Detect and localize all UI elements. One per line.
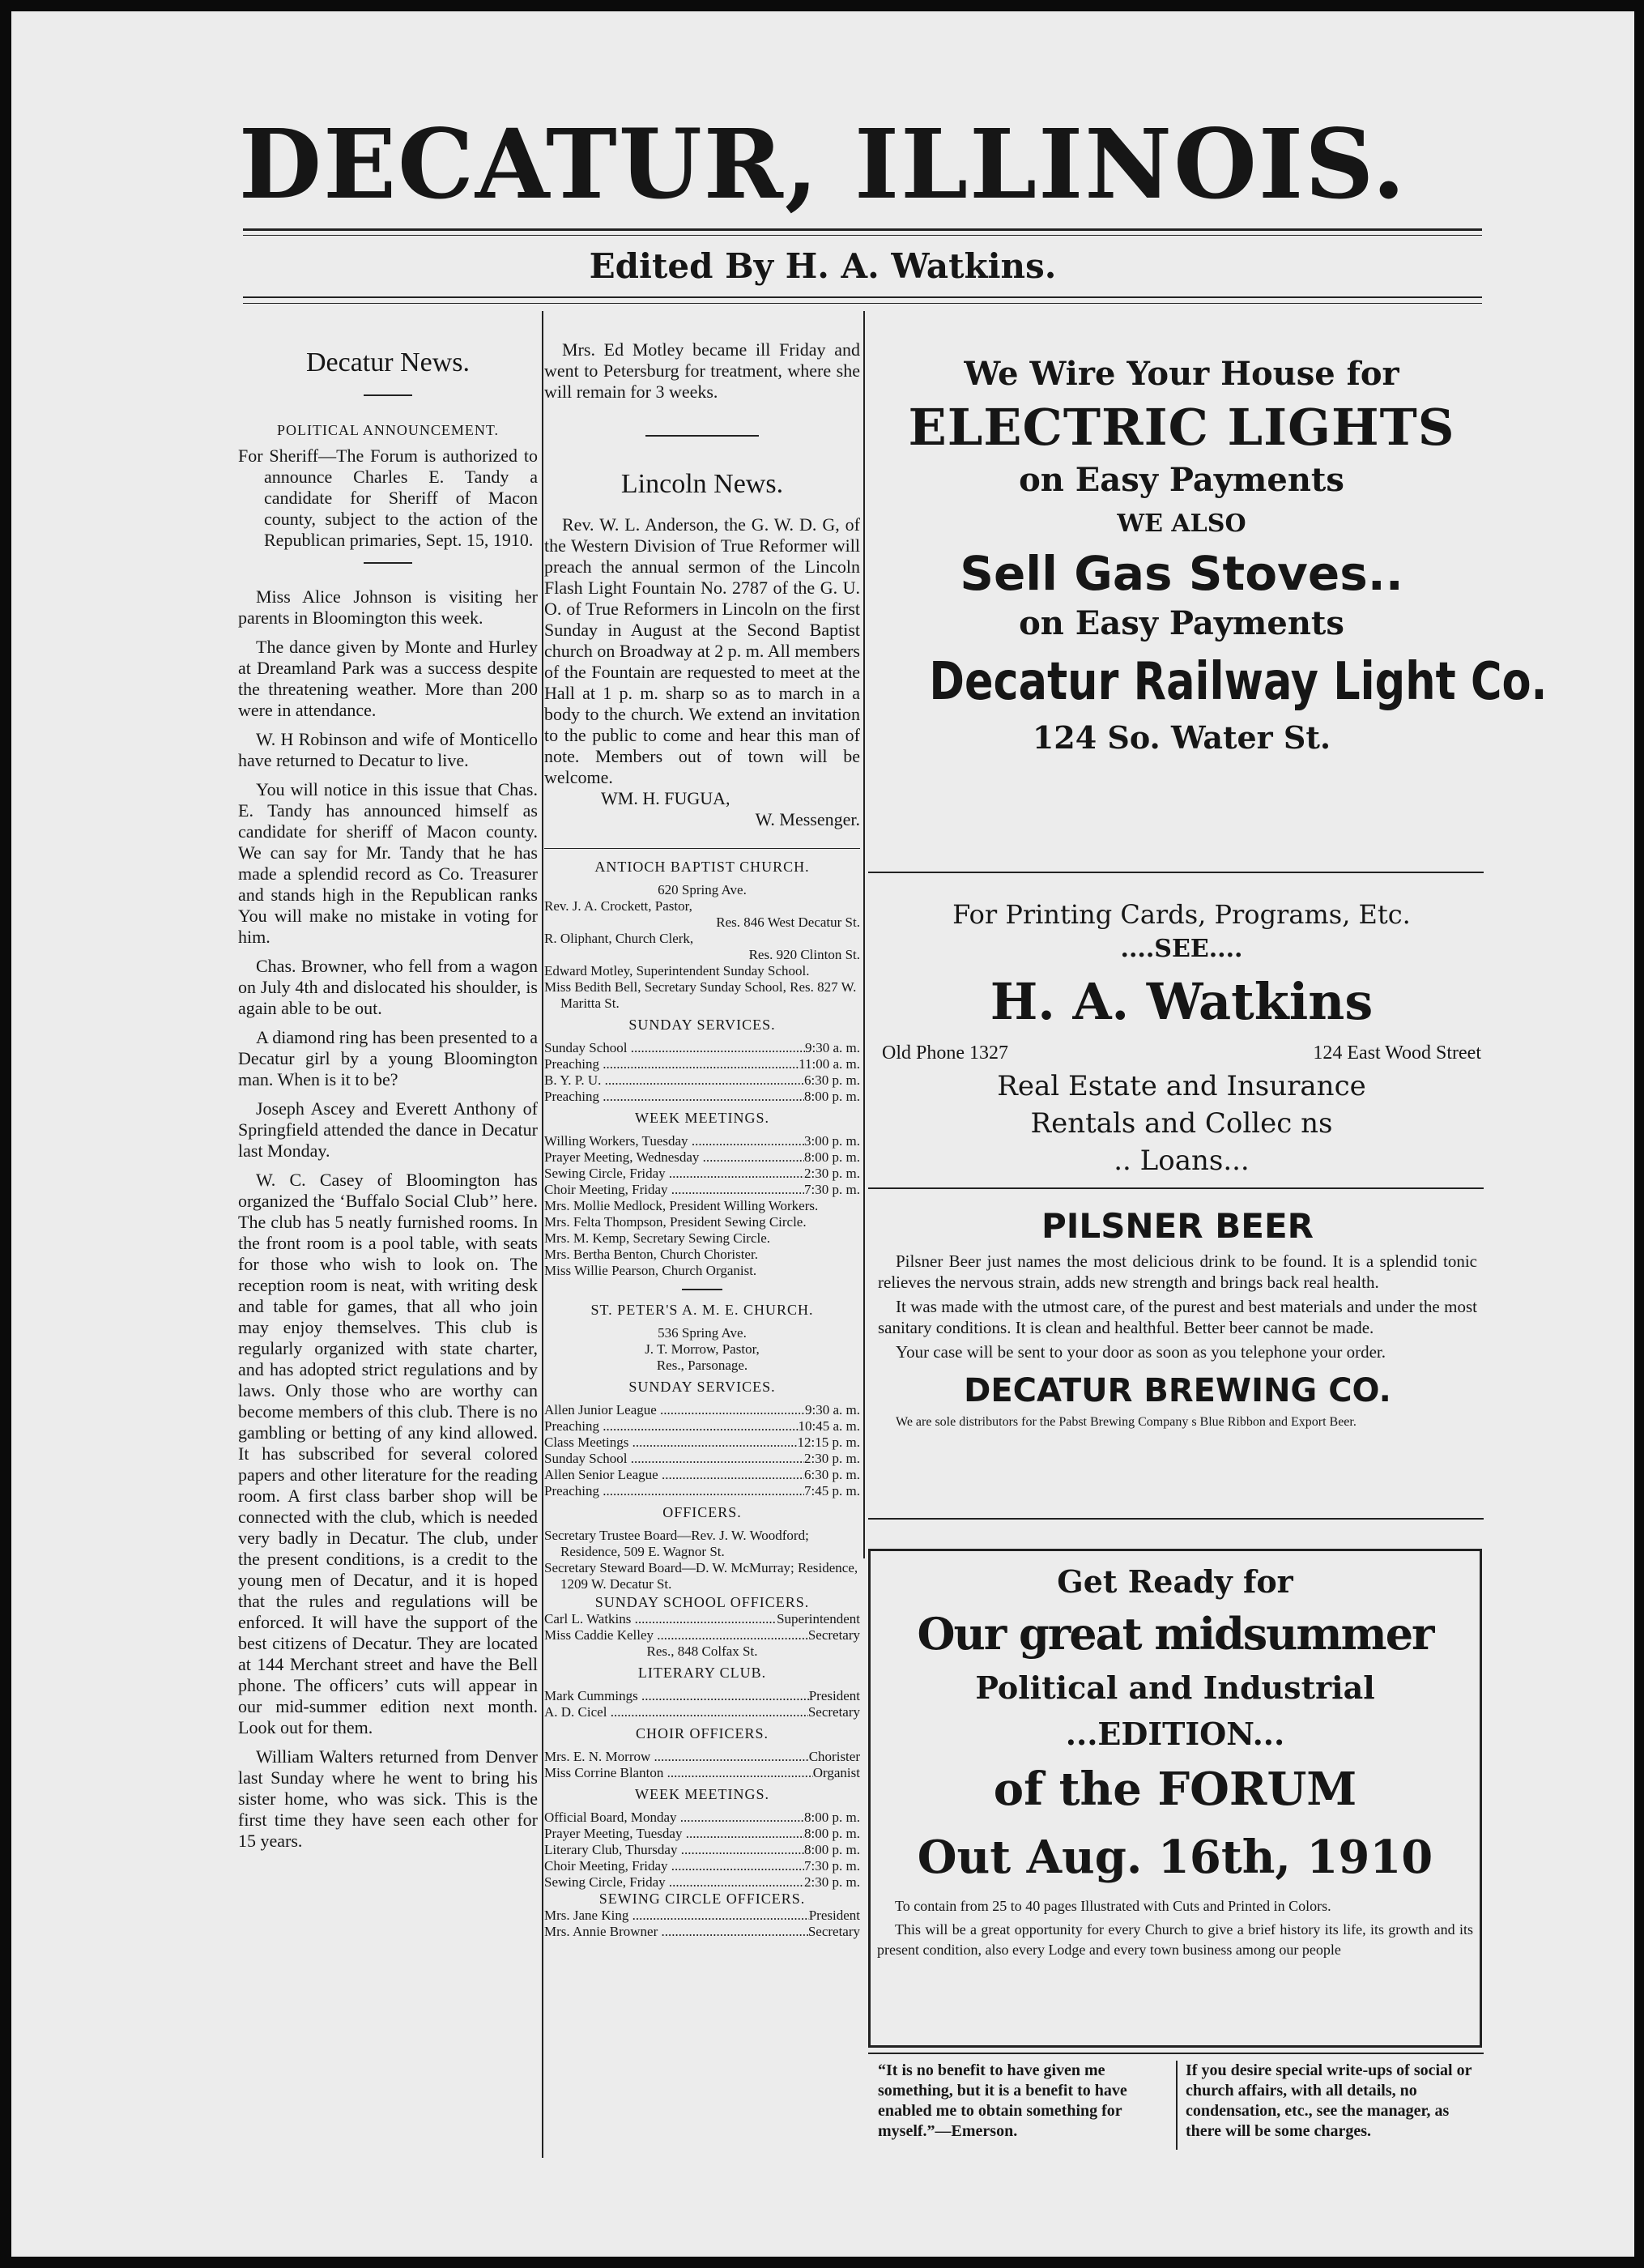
- ad-address: 124 So. Water St.: [1032, 719, 1331, 756]
- divider: [544, 848, 860, 849]
- meeting-name: Prayer Meeting, Tuesday .....: [544, 1826, 804, 1842]
- ad-line: .. Loans...: [1114, 1145, 1250, 1177]
- ad-line: on Easy Payments: [1019, 604, 1344, 642]
- ad-phone: Old Phone 1327: [882, 1042, 1008, 1064]
- service-time: 10:45 a. m.: [798, 1418, 860, 1434]
- decatur-news-heading: Decatur News.: [305, 347, 471, 377]
- editor-line: Edited By H. A. Watkins.: [589, 246, 1057, 286]
- meeting-row: [544, 1149, 860, 1166]
- st-peters-heading: ST. PETER'S A. M. E. CHURCH.: [590, 1302, 814, 1318]
- antioch-pastor: Rev. J. A. Crockett, Pastor,: [544, 898, 692, 914]
- ad-company: Decatur Railway Light Co.: [929, 652, 1548, 712]
- meeting-name: Literary Club, Thursday .....: [544, 1842, 804, 1858]
- service-name: Preaching .....: [544, 1483, 804, 1499]
- ad-divider: [868, 872, 1484, 873]
- ad-headline: Sell Gas Stoves..: [960, 546, 1403, 601]
- meeting-time: 8:00 p. m.: [804, 1810, 860, 1825]
- service-time: 9:30 a. m.: [805, 1040, 860, 1055]
- political-announcement: For Sheriff—The Forum is authorized to announce Charles E. Tandy a candidate for Sheriff of Macon county, subject to the action of the Republican primaries, Sept. 15, 1910.: [238, 446, 538, 550]
- news-item: W. C. Casey of Bloomington has organized the ‘Buffalo Social Club’’ here. The club has 5 neatly furnished rooms. In the front room is a pool table, with seats for those who wish to look on. The reception room is neat, with writing desk and table for games, that all who join may enjoy themselves. This club is regularly organized with state charter, and has adopted strict regulations and by laws. Only those who are worthy can become members of this club. There is no gambling or betting of any kind allowed. It has subscribed for several colored papers and other literature for the reading room. A first class barber shop will be connected with the club, which is needed very badly in Decatur. The club, under the present conditions, is a credit to the young men of Decatur, and it is hoped that the rules and regulations will be enforced. It will have the support of the best citizens of Decatur. They are located at 144 Merchant street and have the Bell phone. The officers’ cuts will appear in our mid-summer edition next month. Look out for them.: [238, 1170, 538, 1737]
- officer-role: Secretary: [807, 1627, 860, 1643]
- officer-role: Superintendent: [777, 1611, 860, 1626]
- ad-footer: We are sole distributors for the Pabst Brewing Company s Blue Ribbon and Export Beer.: [896, 1415, 1357, 1429]
- ad-line: WE ALSO: [1117, 509, 1246, 538]
- meeting-time: 2:30 p. m.: [804, 1874, 860, 1890]
- officer-row: [544, 1688, 860, 1704]
- antioch-officer: Mrs. Bertha Benton, Church Chorister.: [544, 1247, 758, 1262]
- masthead-rule-top: [243, 228, 1482, 231]
- ad-date: Out Aug. 16th, 1910: [917, 1831, 1433, 1884]
- officer-role: Chorister: [808, 1749, 860, 1764]
- pilsner-beer-ad: [878, 1202, 1477, 1430]
- ad-paragraph: This will be a great opportunity for every Church to give a brief history its life, its growth and its present condition, also every Lodge and every town business among our people: [877, 1921, 1473, 1958]
- ad-paragraph: Your case will be sent to your door as soon as you telephone your order.: [896, 1342, 1386, 1362]
- service-time: 6:30 p. m.: [804, 1072, 860, 1088]
- printing-ad: [874, 896, 1489, 1179]
- news-item: You will notice in this issue that Chas. E. Tandy has announced himself as candidate for sheriff of Macon county. We can say for Mr. Tandy that he has made a splendid record as Co. Treasurer and stands high in the Republican ranks You will make no mistake in voting for him.: [238, 779, 538, 947]
- service-time: 11:00 a. m.: [799, 1056, 860, 1072]
- officer-row: [544, 1704, 860, 1720]
- announcement-heading: POLITICAL ANNOUNCEMENT.: [277, 422, 499, 438]
- ad-company: DECATUR BREWING CO.: [964, 1372, 1391, 1409]
- forum-edition-ad: [868, 1549, 1482, 2048]
- meeting-row: [544, 1858, 860, 1874]
- st-peters-officers-heading: OFFICERS.: [662, 1504, 742, 1520]
- meeting-time: 8:00 p. m.: [804, 1826, 860, 1841]
- officer-role: Secretary: [807, 1924, 860, 1939]
- st-peters-ss-heading: SUNDAY SCHOOL OFFICERS.: [594, 1594, 810, 1610]
- ad-headline: ELECTRIC LIGHTS: [908, 398, 1455, 457]
- motley-item: Mrs. Ed Motley became ill Friday and went to Petersburg for treatment, where she will remain for 3 weeks.: [544, 339, 860, 402]
- ad-paragraph: Pilsner Beer just names the most delicious drink to be found. It is a splendid tonic relieves the nervous strain, adds new strength and brings back real health.: [878, 1251, 1477, 1292]
- antioch-officer: Miss Willie Pearson, Church Organist.: [544, 1263, 757, 1278]
- lincoln-news-text: Rev. W. L. Anderson, the G. W. D. G, of the Western Division of True Reformer will preach the annual sermon of the Lincoln Flash Light Fountain No. 2787 of the G. U. O. of True Reformers in Lincoln on the first Sunday in August at the Second Baptist church on Broadway at 2 p. m. All members of the Fountain are requested to meet at the Hall at 1 p. m. sharp so as to march in a body to the church. We extend an invitation to the public to come and hear this man of note. Members out of town will be welcome.: [544, 514, 860, 787]
- masthead-title: DECATUR, ILLINOIS.: [238, 108, 1408, 220]
- service-name: Sunday School .....: [544, 1451, 804, 1467]
- write-ups-note: If you desire special write-ups of social or church affairs, with all details, no condensation, etc., see the manager, as there will be some charges.: [1186, 2061, 1472, 2140]
- service-name: Allen Junior League .....: [544, 1402, 805, 1418]
- news-item: A diamond ring has been presented to a Decatur girl by a young Bloomington man. When is it to be?: [238, 1027, 538, 1089]
- ad-line: Real Estate and Insurance: [997, 1070, 1366, 1102]
- meeting-row: [544, 1842, 860, 1858]
- meeting-row: [544, 1133, 860, 1149]
- meeting-row: [544, 1810, 860, 1826]
- antioch-clerk: R. Oliphant, Church Clerk,: [544, 931, 694, 946]
- bottom-divider: [1176, 2061, 1178, 2150]
- meeting-name: Official Board, Monday .....: [544, 1810, 804, 1826]
- meeting-name: Sewing Circle, Friday .....: [544, 1874, 804, 1891]
- service-time: 2:30 p. m.: [804, 1451, 860, 1466]
- service-row: [544, 1418, 860, 1435]
- antioch-clerk-res: Res. 920 Clinton St.: [748, 947, 860, 962]
- service-row: [544, 1040, 860, 1056]
- service-row: [544, 1089, 860, 1105]
- officer-name: Mrs. Jane King .....: [544, 1908, 809, 1924]
- officer-role: Secretary: [807, 1704, 860, 1720]
- officer-row: [544, 1627, 860, 1643]
- divider: [682, 1289, 722, 1290]
- officer-name: Miss Corrine Blanton .....: [544, 1765, 813, 1781]
- meeting-name: Sewing Circle, Friday .....: [544, 1166, 804, 1182]
- officer-row: [544, 1908, 860, 1924]
- bottom-rule: [868, 2053, 1484, 2054]
- lincoln-news-heading: Lincoln News.: [620, 469, 784, 499]
- service-row: [544, 1056, 860, 1072]
- meeting-time: 7:30 p. m.: [804, 1858, 860, 1874]
- antioch-sunday-heading: SUNDAY SERVICES.: [628, 1017, 776, 1033]
- ad-divider: [868, 1518, 1484, 1520]
- st-peters-sunday-heading: SUNDAY SERVICES.: [628, 1379, 776, 1395]
- ad-address: 124 East Wood Street: [1313, 1042, 1481, 1064]
- masthead-rule-top-thin: [243, 235, 1482, 236]
- antioch-heading: ANTIOCH BAPTIST CHURCH.: [594, 859, 810, 875]
- divider: [364, 562, 412, 564]
- service-name: Preaching .....: [544, 1418, 799, 1435]
- meeting-row: [544, 1182, 860, 1198]
- divider: [645, 435, 759, 437]
- antioch-officer: Mrs. Mollie Medlock, President Willing Workers.: [544, 1198, 819, 1213]
- meeting-name: Willing Workers, Tuesday .....: [544, 1133, 804, 1149]
- service-time: 9:30 a. m.: [805, 1402, 860, 1418]
- service-row: [544, 1483, 860, 1499]
- st-peters-address: 536 Spring Ave.: [658, 1325, 747, 1341]
- meeting-time: 3:00 p. m.: [804, 1133, 860, 1149]
- literary-club-heading: LITERARY CLUB.: [637, 1665, 767, 1681]
- st-peters-week-heading: WEEK MEETINGS.: [635, 1786, 769, 1802]
- service-time: 6:30 p. m.: [804, 1467, 860, 1482]
- service-row: [544, 1435, 860, 1451]
- antioch-address: 620 Spring Ave.: [658, 882, 747, 897]
- ad-line: Get Ready for: [1057, 1563, 1293, 1600]
- officer-role: Organist: [812, 1765, 860, 1780]
- ad-headline: Our great midsummer: [917, 1608, 1433, 1660]
- choir-officers-heading: CHOIR OFFICERS.: [635, 1725, 769, 1742]
- officer-row: [544, 1924, 860, 1940]
- church-column: [544, 339, 860, 1940]
- service-name: Preaching .....: [544, 1056, 799, 1072]
- news-item: Miss Alice Johnson is visiting her parents in Bloomington this week.: [238, 586, 538, 628]
- electric-lights-ad: [874, 352, 1548, 758]
- sewing-circle-heading: SEWING CIRCLE OFFICERS.: [598, 1891, 806, 1907]
- officer-role: President: [808, 1908, 860, 1923]
- st-peters-officer: Secretary Trustee Board—Rev. J. W. Woodford; Residence, 509 E. Wagnor St.: [544, 1528, 809, 1559]
- officer-name: Carl L. Watkins .....: [544, 1611, 777, 1627]
- meeting-time: 8:00 p. m.: [804, 1842, 860, 1857]
- meeting-time: 7:30 p. m.: [804, 1182, 860, 1197]
- officer-row: [544, 1749, 860, 1765]
- service-row: [544, 1072, 860, 1089]
- service-time: 7:45 p. m.: [804, 1483, 860, 1498]
- meeting-row: [544, 1826, 860, 1842]
- antioch-secretary: Miss Bedith Bell, Secretary Sunday School, Res. 827 W. Maritta St.: [544, 979, 857, 1011]
- st-peters-pastor: J. T. Morrow, Pastor,: [645, 1341, 760, 1357]
- ad-paragraph: It was made with the utmost care, of the purest and best materials and under the most sanitary conditions. It is clean and healthful. Better beer cannot be made.: [878, 1297, 1477, 1337]
- meeting-row: [544, 1874, 860, 1891]
- service-name: B. Y. P. U. .....: [544, 1072, 804, 1089]
- ad-line: Rentals and Collec ns: [1030, 1107, 1333, 1140]
- officer-name: Miss Caddie Kelley .....: [544, 1627, 808, 1643]
- antioch-week-heading: WEEK MEETINGS.: [635, 1110, 769, 1126]
- antioch-officer: Mrs. Felta Thompson, President Sewing Circle.: [544, 1214, 807, 1230]
- column-divider-2: [863, 311, 865, 1558]
- ad-headline: PILSNER BEER: [1041, 1206, 1314, 1246]
- antioch-church-section: [544, 859, 860, 1279]
- service-name: Sunday School .....: [544, 1040, 805, 1056]
- ad-line: ...EDITION...: [1065, 1716, 1285, 1752]
- ad-line: ....SEE....: [1120, 935, 1243, 963]
- service-name: Class Meetings .....: [544, 1435, 798, 1451]
- ad-line: Political and Industrial: [975, 1669, 1375, 1706]
- lincoln-signature-title: W. Messenger.: [755, 809, 860, 829]
- decatur-news-column: [238, 339, 538, 1860]
- ad-paragraph: To contain from 25 to 40 pages Illustrated with Cuts and Printed in Colors.: [895, 1898, 1331, 1914]
- service-row: [544, 1402, 860, 1418]
- service-row: [544, 1467, 860, 1483]
- officer-name: Mrs. Annie Browner .....: [544, 1924, 808, 1940]
- meeting-name: Choir Meeting, Friday .....: [544, 1182, 804, 1198]
- emerson-quote: “It is no benefit to have given me something, but it is a benefit to have enabled me to obtain something for myself.”—Emerson.: [878, 2061, 1127, 2140]
- officer-role: President: [808, 1688, 860, 1703]
- meeting-time: 8:00 p. m.: [804, 1149, 860, 1165]
- news-item: Joseph Ascey and Everett Anthony of Springfield attended the dance in Decatur last Monday.: [238, 1098, 538, 1161]
- column-divider-1: [542, 311, 543, 2158]
- divider: [364, 394, 412, 396]
- news-item: William Walters returned from Denver last Sunday where he went to bring his sister home, who was sick. This is the first time they have seen each other for 15 years.: [238, 1746, 538, 1851]
- masthead-rule-bottom: [243, 296, 1482, 298]
- ad-name: H. A. Watkins: [990, 972, 1374, 1031]
- meeting-time: 2:30 p. m.: [804, 1166, 860, 1181]
- news-item: Chas. Browner, who fell from a wagon on July 4th and dislocated his shoulder, is again able to be out.: [238, 956, 538, 1018]
- service-name: Preaching .....: [544, 1089, 804, 1105]
- ad-line: For Printing Cards, Programs, Etc.: [952, 899, 1411, 930]
- officer-name: Mrs. E. N. Morrow .....: [544, 1749, 809, 1765]
- st-peters-officer: Secretary Steward Board—D. W. McMurray; Residence, 1209 W. Decatur St.: [544, 1560, 858, 1592]
- service-row: [544, 1451, 860, 1467]
- news-item: W. H Robinson and wife of Monticello have returned to Decatur to live.: [238, 729, 538, 770]
- lincoln-signature-name: WM. H. FUGUA,: [601, 788, 730, 808]
- st-peters-ss-res: Res., 848 Colfax St.: [646, 1643, 758, 1659]
- masthead-rule-bottom-thin: [243, 303, 1482, 304]
- officer-row: [544, 1765, 860, 1781]
- st-peters-pastor-res: Res., Parsonage.: [656, 1358, 748, 1373]
- antioch-pastor-res: Res. 846 West Decatur St.: [716, 914, 860, 930]
- officer-name: A. D. Cicel .....: [544, 1704, 808, 1720]
- ad-contact-row: [874, 1038, 1489, 1068]
- meeting-name: Choir Meeting, Friday .....: [544, 1858, 804, 1874]
- st-peters-church-section: [544, 1302, 860, 1940]
- meeting-name: Prayer Meeting, Wednesday .....: [544, 1149, 804, 1166]
- ad-headline: of the FORUM: [993, 1763, 1357, 1816]
- antioch-superintendent: Edward Motley, Superintendent Sunday School.: [544, 963, 810, 978]
- officer-name: Mark Cummings .....: [544, 1688, 809, 1704]
- ad-divider: [868, 1187, 1484, 1189]
- service-time: 8:00 p. m.: [804, 1089, 860, 1104]
- meeting-row: [544, 1166, 860, 1182]
- newspaper-page: [11, 11, 1634, 2257]
- antioch-officer: Mrs. M. Kemp, Secretary Sewing Circle.: [544, 1230, 771, 1246]
- ad-line: on Easy Payments: [1019, 461, 1344, 499]
- news-item: The dance given by Monte and Hurley at Dreamland Park was a success despite the threatening weather. More than 200 were in attendance.: [238, 637, 538, 720]
- ad-line: We Wire Your House for: [964, 355, 1399, 393]
- officer-row: [544, 1611, 860, 1627]
- service-name: Allen Senior League .....: [544, 1467, 804, 1483]
- service-time: 12:15 p. m.: [797, 1435, 860, 1450]
